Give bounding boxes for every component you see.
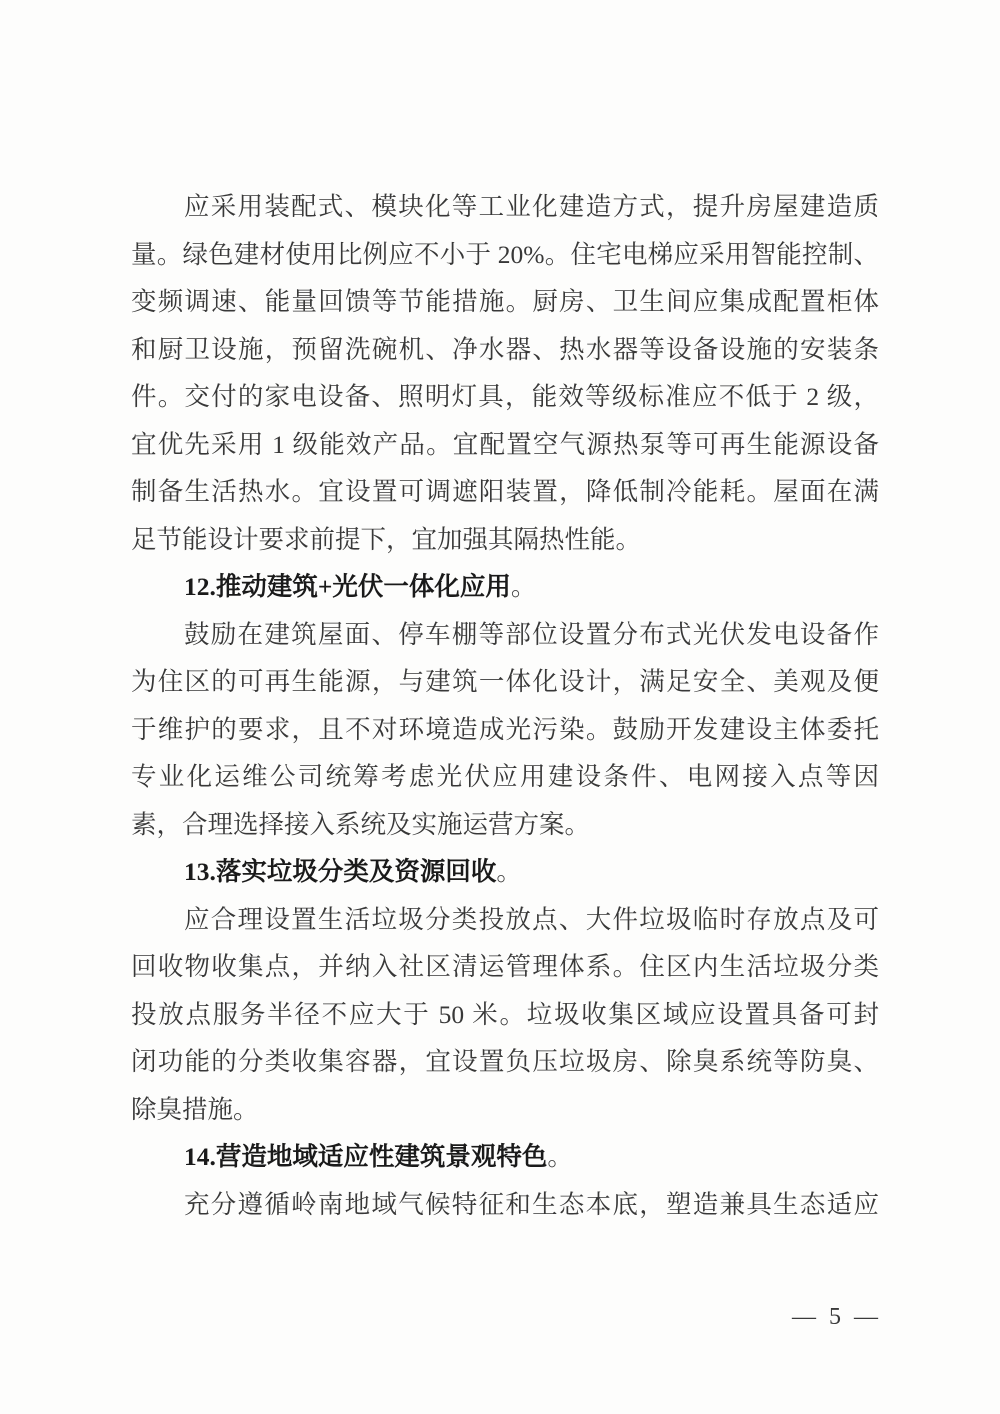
text-line: 应采用装配式、模块化等工业化建造方式，提升房屋建造质 <box>184 192 879 221</box>
text-line: 闭功能的分类收集容器，宜设置负压垃圾房、除臭系统等防臭、 <box>131 1047 879 1076</box>
text-line: 投放点服务半径不应大于 50 米。垃圾收集区域应设置具备可封 <box>131 999 879 1029</box>
text-line: 量。绿色建材使用比例应不小于 20%。住宅电梯应采用智能控制、 <box>131 239 879 269</box>
page-number: — 5 — <box>792 1304 878 1330</box>
text-line: 回收物收集点，并纳入社区清运管理体系。住区内生活垃圾分类 <box>131 952 879 981</box>
section-heading <box>131 1133 879 1181</box>
heading-text: 13.落实垃圾分类及资源回收 <box>184 857 497 886</box>
text-line: 和厨卫设施，预留洗碗机、净水器、热水器等设备设施的安装条 <box>131 334 879 364</box>
heading-period: 。 <box>510 572 537 601</box>
text-line: 件。交付的家电设备、照明灯具，能效等级标准应不低于 2 级， <box>131 382 879 411</box>
document-body <box>131 183 879 1228</box>
section-heading <box>131 563 879 611</box>
page-footer <box>755 1297 915 1337</box>
text-line: 宜优先采用 1 级能效产品。宜配置空气源热泵等可再生能源设备 <box>131 429 879 459</box>
text-line: 为住区的可再生能源，与建筑一体化设计，满足安全、美观及便 <box>131 667 879 696</box>
text-line: 制备生活热水。宜设置可调遮阳装置，降低制冷能耗。屋面在满 <box>131 477 879 506</box>
heading-period: 。 <box>496 857 522 886</box>
text-line: 变频调速、能量回馈等节能措施。厨房、卫生间应集成配置柜体 <box>131 287 879 316</box>
text-line: 专业化运维公司统筹考虑光伏应用建设条件、电网接入点等因 <box>131 762 879 791</box>
heading-text: 14.营造地域适应性建筑景观特色 <box>184 1142 548 1171</box>
heading-period: 。 <box>547 1142 573 1171</box>
text-line: 应合理设置生活垃圾分类投放点、大件垃圾临时存放点及可 <box>184 904 879 934</box>
text-line: 于维护的要求，且不对环境造成光污染。鼓励开发建设主体委托 <box>131 714 879 744</box>
heading-text: 12.推动建筑+光伏一体化应用 <box>184 572 511 601</box>
section-heading <box>131 848 879 896</box>
text-line: 鼓励在建筑屋面、停车棚等部位设置分布式光伏发电设备作 <box>184 619 879 649</box>
text-line: 足节能设计要求前提下，宜加强其隔热性能。 <box>131 524 642 554</box>
text-line: 充分遵循岭南地域气候特征和生态本底，塑造兼具生态适应 <box>184 1189 879 1219</box>
text-line: 素，合理选择接入系统及实施运营方案。 <box>131 809 591 839</box>
text-line: 除臭措施。 <box>131 1094 259 1124</box>
